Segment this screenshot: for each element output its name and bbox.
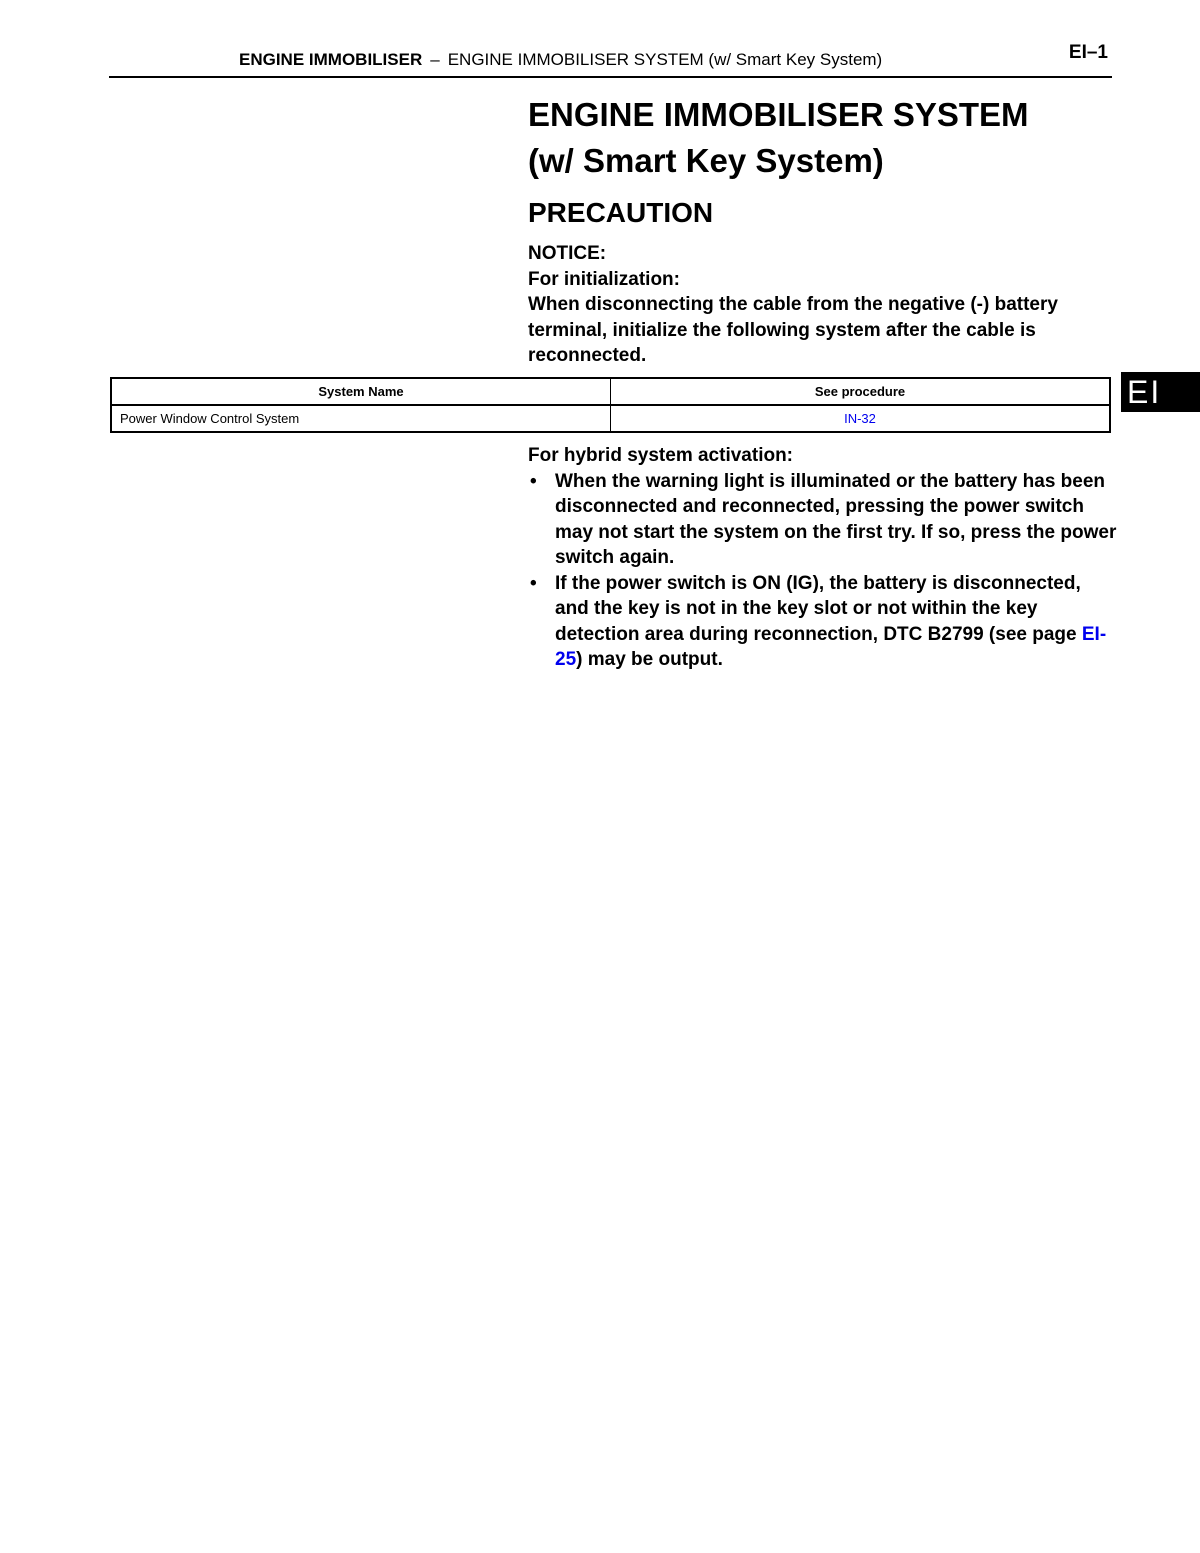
bullet-text-1: When the warning light is illuminated or the battery has been disconnected and reconnected, pressing the power switch may not start the system on the first try. If so, press the power switch again. [555,470,1117,568]
procedure-link[interactable]: IN-32 [611,405,1111,432]
hybrid-heading: For hybrid system activation: [528,445,794,466]
title-line-1: ENGINE IMMOBILISER SYSTEM [528,96,1029,133]
header-separator: – [430,50,440,69]
bullet-icon: • [530,572,537,594]
notice-label: NOTICE: [528,243,607,264]
document-title [528,92,1118,184]
cell-system-name: Power Window Control System [111,405,611,432]
column-header-see-procedure: See procedure [611,378,1111,405]
page-number: EI–1 [1068,42,1108,63]
title-line-2: (w/ Smart Key System) [528,142,884,179]
table-header-row [111,378,1110,405]
header-title [239,50,882,70]
notice-text: When disconnecting the cable from the negative (-) battery terminal, initialize the following system after the cable is reconnected. [528,294,1058,366]
notice-subheading: For initialization: [528,268,680,290]
notice-block [528,241,1118,369]
column-header-system-name: System Name [111,378,611,405]
list-item [528,571,1118,673]
page-reference-link[interactable]: EI-25 [555,623,1107,670]
page-header [109,40,1112,78]
hybrid-activation-block [528,443,1118,673]
procedure-table [110,377,1111,433]
hybrid-bullet-list [528,469,1118,673]
section-tab: EI [1121,372,1200,412]
bullet-text-2-end: ) may be output. [576,649,723,670]
section-heading: PRECAUTION [528,197,714,228]
table-row [111,405,1110,432]
list-item [528,469,1118,571]
bullet-text-2-start: If the power switch is ON (IG), the battery is disconnected, and the key is not in the key slot or not within the key detection area during reconnection, DTC B2799 (see page [555,572,1082,645]
bullet-icon: • [530,470,537,492]
header-section: ENGINE IMMOBILISER [239,50,423,69]
header-subtitle: ENGINE IMMOBILISER SYSTEM (w/ Smart Key System) [447,50,883,69]
